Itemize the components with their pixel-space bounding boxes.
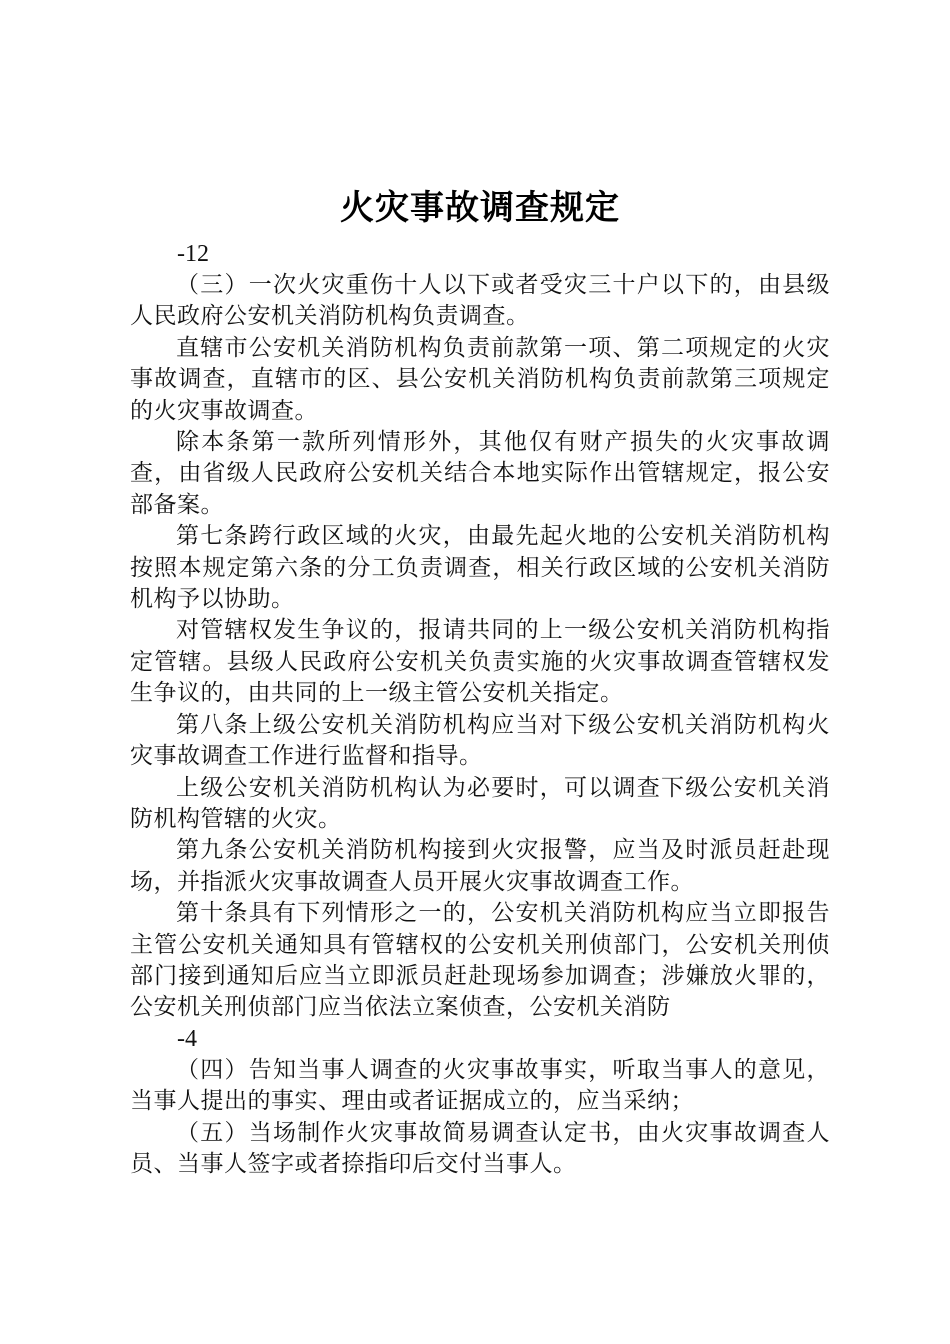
paragraph: 第十条具有下列情形之一的，公安机关消防机构应当立即报告主管公安机关通知具有管辖权的公安机关刑侦部门，公安机关刑侦部门接到通知后应当立即派员赶赴现场参加调查；涉嫌放火罪的，公安机关刑侦部门应当依法立案侦查，公安机关消防 [130,900,830,1021]
section-marker: -4 [177,1025,197,1052]
section-marker: -12 [177,241,209,267]
paragraph: 除本条第一款所列情形外，其他仅有财产损失的火灾事故调查，由省级人民政府公安机关结合本地实际作出管辖规定，报公安部备案。 [130,429,830,518]
section-1 [130,239,830,1024]
document-page [130,185,830,1180]
section-2 [130,1024,830,1181]
paragraph: （四）告知当事人调查的火灾事故事实，听取当事人的意见，当事人提出的事实、理由或者证据成立的，应当采纳； [130,1056,830,1115]
paragraph: （五）当场制作火灾事故简易调查认定书，由火灾事故调查人员、当事人签字或者捺指印后交付当事人。 [130,1119,830,1177]
paragraph: （三）一次火灾重伤十人以下或者受灾三十户以下的，由县级人民政府公安机关消防机构负责调查。 [130,272,830,330]
paragraph: 上级公安机关消防机构认为必要时，可以调查下级公安机关消防机构管辖的火灾。 [130,774,830,832]
paragraph: 对管辖权发生争议的，报请共同的上一级公安机关消防机构指定管辖。县级人民政府公安机关负责实施的火灾事故调查管辖权发生争议的，由共同的上一级主管公安机关指定。 [130,617,830,707]
document-title: 火灾事故调查规定 [340,188,620,228]
paragraph: 第九条公安机关消防机构接到火灾报警，应当及时派员赶赴现场，并指派火灾事故调查人员开展火灾事故调查工作。 [130,837,830,895]
paragraph: 直辖市公安机关消防机构负责前款第一项、第二项规定的火灾事故调查，直辖市的区、县公安机关消防机构负责前款第三项规定的火灾事故调查。 [130,334,830,424]
paragraph: 第八条上级公安机关消防机构应当对下级公安机关消防机构火灾事故调查工作进行监督和指导。 [130,711,830,770]
paragraph: 第七条跨行政区域的火灾，由最先起火地的公安机关消防机构按照本规定第六条的分工负责调查，相关行政区域的公安机关消防机构予以协助。 [130,523,830,613]
